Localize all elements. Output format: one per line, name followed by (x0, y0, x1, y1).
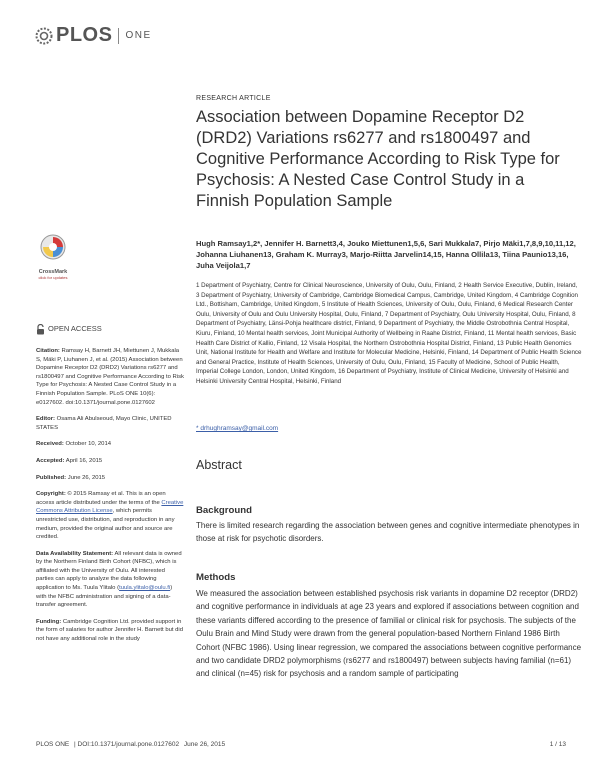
background-text: There is limited research regarding the association between genes and cognitive intermediate phenotypes in those at risk for psychotic disorders. (196, 521, 580, 544)
editor-label: Editor: (36, 416, 55, 423)
affiliation: 12 Visala Hospital, the Northern Ostrobothnia Hospital District, Finland, (300, 339, 496, 347)
article-type: RESEARCH ARTICLE (196, 95, 271, 102)
article-title: Association between Dopamine Receptor D2 (DRD2) Variations rs6277 and rs1800497 and Cognitive Performance According to Risk Type for Psychosis: A Nested Case Control Study in a Finnish Population Sample (196, 108, 560, 210)
citation-label: Citation: (36, 348, 60, 354)
footer-doi[interactable]: | DOI:10.1371/journal.pone.0127602 (74, 741, 180, 748)
article-info-sidebar (36, 324, 184, 652)
logo-journal: ONE (125, 30, 152, 41)
affiliation: 9 Department of Psychiatry, the Middle Ostrobothnia Central Hospital, Kiuru, Finland, (196, 320, 570, 337)
published-date: June 26, 2015 (66, 474, 106, 481)
citation-block (36, 347, 184, 407)
background-heading: Background (196, 505, 252, 516)
affiliation: 6 Medical Research Center Oulu, University of Oulu and Oulu University Hospital, Oulu, Finland, (196, 301, 573, 318)
methods-heading: Methods (196, 572, 236, 583)
received-block (36, 440, 184, 449)
copyright-block (36, 490, 184, 542)
copyright-label: Copyright: (36, 491, 66, 498)
data-contact-email-link[interactable]: tuula.ylitalo@oulu.fi (119, 585, 171, 592)
footer-journal: PLOS ONE (36, 741, 70, 748)
affiliation: 4 Cambridge Cognition Ltd., Bottisham, Cambridge, United Kingdom, (196, 291, 578, 309)
affiliation: 1 Department of Psychiatry, Centre for Clinical Neuroscience, University of Oulu, Oulu, Finland, (196, 282, 457, 289)
affiliation: 5 Institute of Health Sciences, University of Oulu, Oulu, Finland, (321, 301, 497, 309)
logo-separator (118, 28, 119, 44)
page-number: 1 / 13 (549, 741, 566, 748)
accepted-date: April 16, 2015 (64, 457, 103, 464)
license-link[interactable]: Creative Commons Attribution License (36, 499, 184, 515)
footer-date: June 26, 2015 (183, 741, 226, 748)
data-availability-label: Data Availability Statement: (36, 550, 114, 557)
crossmark-badge[interactable] (36, 233, 70, 280)
data-availability-text: All relevant data is owned by the Northern Finland Birth Cohort (NFBC), which is affiliated with the University of Oulu. All interested parties can apply to analyze the data following application to Ms. Tuula Ylitalo ( (36, 550, 182, 592)
received-label: Received: (36, 441, 64, 448)
open-access-label: OPEN ACCESS (48, 324, 102, 334)
funding-label: Funding: (36, 618, 62, 625)
crossmark-sub: click for updates (38, 275, 68, 280)
published-label: Published: (36, 474, 67, 481)
crossmark-label: CrossMark (38, 269, 68, 275)
funding-text: Cambridge Cognition Ltd. provided support in the form of salaries for author Jennifer H. Barnett but did not have any additional role in the study (36, 618, 184, 643)
open-access-badge (36, 324, 184, 335)
author-list: Hugh Ramsay1,2*, Jennifer H. Barnett3,4, Jouko Miettunen1,5,6, Sari Mukkala7, Pirjo Mäki1,7,8,9,10,11,12, Johanna Liuhanen13, Graham K. Murray3, Marjo-Riitta Jarvelin14,15, Hanna Ollila13, Tiina Paunio13,16, Juha Veijola1,7 (196, 239, 576, 270)
accepted-block (36, 457, 184, 466)
affiliation: 8 Department of Psychiatry, Länsi-Pohja healthcare district, Finland, (196, 310, 576, 328)
crossmark-icon (39, 233, 67, 263)
affiliations (196, 281, 582, 387)
copyright-text: © 2015 Ramsay et al. This is an open access article distributed under the terms of the (36, 491, 166, 506)
citation-text: Ramsay H, Barnett JH, Miettunen J, Mukkala S, Mäki P, Liuhanen J, et al. (2015) Association between Dopamine Receptor D2 (DRD2) Variations rs6277 and rs1800497 and Cognitive Performance According to Risk Type for Psychosis: A Nested Case Control Study in a Finnish Population Sample. PLoS ONE 10(6): e0127602. doi:10.1371/journal.pone.0127602 (36, 348, 185, 406)
editor-block (36, 415, 184, 432)
affiliation: 16 Department of Psychiatry, Institute of Clinical Medicine, University of Helsinki and Helsinki University Central Hospital, Helsinki, Finland (196, 368, 569, 385)
logo-text: PLOS (56, 24, 113, 46)
affiliation: 2 Health Service Executive, Dublin, Ireland, (458, 282, 578, 289)
data-availability-block (36, 550, 184, 610)
plos-one-logo[interactable] (34, 24, 152, 47)
page-footer (36, 741, 566, 748)
accepted-label: Accepted: (36, 457, 65, 464)
affiliation: 3 Department of Psychiatry, University of Cambridge, Cambridge Biomedical Campus, Cambridge, United Kingdom, (196, 291, 513, 299)
received-date: October 10, 2014 (63, 441, 112, 448)
data-availability-text-end: ) with the NFBC administration and signing of a data-transfer agreement. (36, 585, 173, 609)
affiliation: 14 Department of Public Health Science and General Practice, Institute of Health Sciences, University of Oulu, Oulu, Finland, (196, 349, 582, 366)
abstract-heading: Abstract (196, 458, 242, 472)
corresponding-email-link[interactable]: * drhughramsay@gmail.com (196, 425, 279, 432)
copyright-text-end: , which permits unrestricted use, distribution, and reproduction in any medium, provided the original author and source are credited. (36, 508, 175, 541)
affiliation: 15 Faculty of Medicine, School of Public Health, Imperial College London, London, United Kingdom, (196, 358, 560, 376)
affiliation: 7 Department of Psychiatry, Oulu University Hospital, Oulu, Finland, (384, 310, 571, 318)
editor-text: Osama Ali Abulseoud, Mayo Clinic, UNITED STATES (36, 416, 172, 431)
published-block (36, 474, 184, 483)
affiliation: 10 Mental health services, Joint Municipal Authority of Wellbeing in Raahe District, Finland, (237, 329, 487, 337)
affiliation: 11 Mental health services, Basic Health Care District of Kallio, Finland, (196, 329, 577, 347)
open-lock-icon (36, 324, 45, 335)
affiliation: 13 Public Health Genomics Unit, National Institute for Health and Welfare and Institute for Molecular Medicine, Helsinki, Finland, (196, 339, 572, 357)
plos-flower-icon (34, 26, 54, 46)
funding-block (36, 618, 184, 644)
methods-text: We measured the association between established psychosis risk variants in dopamine D2 receptor (DRD2) and cognitive performance in individuals at age 23 years and explored if associations between cognition and these variants differed according to the presence of familial or clinical risk for psychosis. The subjects of the Oulu Brain and Mind Study were drawn from the general population-based Northern Finland 1986 Birth Cohort (NFBC 1986). Using linear regression, we compared the associations between cognitive performance and two candidate DRD2 polymorphisms (rs6277 and rs1800497) between subjects having familial (n=61) and clinical (n=45) risk for psychosis and a random sample of participating (196, 589, 582, 679)
